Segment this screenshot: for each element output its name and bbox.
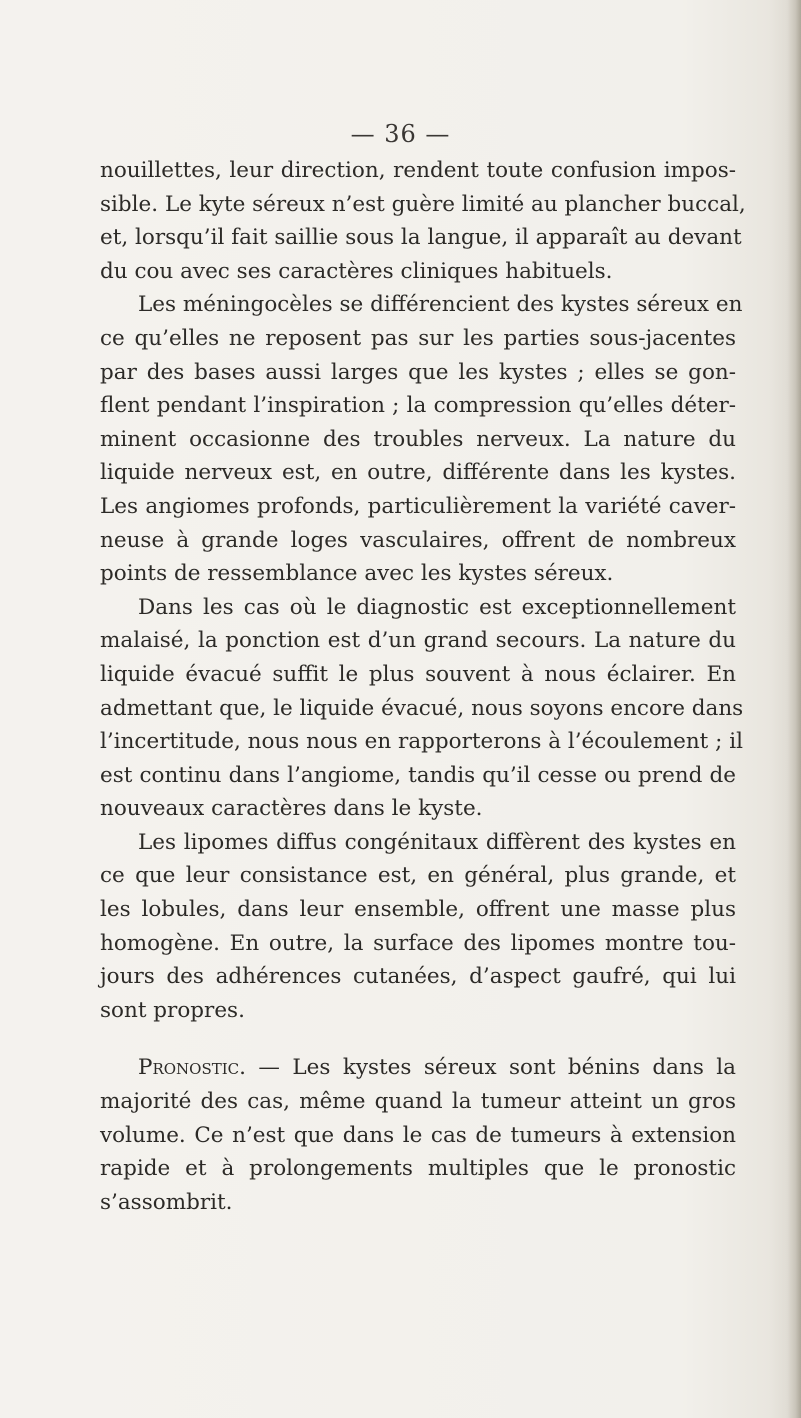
text-line: liquide nerveux est, en outre, différente dans les kystes. [100,460,736,486]
text-line: l’incertitude, nous nous en rapporterons à l’écoulement ; il [100,729,743,755]
section-heading: Pronostic. [138,1055,246,1081]
text-line: homogène. En outre, la surface des lipomes montre tou- [100,930,736,956]
text-line: et, lorsqu’il fait saillie sous la langue, il apparaît au devant [100,225,742,251]
text-line: ce qu’elles ne reposent pas sur les parties sous-jacentes [100,325,736,351]
text-line: sible. Le kyte séreux n’est guère limité au plancher buccal, [100,191,746,217]
paragraph [100,826,736,1028]
paragraph-pronostic [100,1051,736,1219]
text-line: minent occasionne des troubles nerveux. La nature du [100,426,736,452]
text-line: est continu dans l’angiome, tandis qu’il cesse ou prend de [100,762,736,788]
text-line: volume. Ce n’est que dans le cas de tumeurs à extension [100,1122,736,1148]
paragraph [100,591,744,826]
paragraph [100,154,746,288]
text-line: admettant que, le liquide évacué, nous soyons encore dans [100,695,744,721]
text-line: ce que leur consistance est, en général, plus grande, et [100,863,736,889]
text-line: malaisé, la ponction est d’un grand secours. La nature du [100,628,736,654]
text-line: liquide évacué suffit le plus souvent à nous éclairer. En [100,661,736,687]
text-line: nouillettes, leur direction, rendent toute confusion impos- [100,158,736,183]
text-line: s’assombrit. [100,1189,233,1215]
page-number: — 36 — [350,120,451,148]
text-line [100,1051,736,1085]
body-text [100,154,746,1219]
text-line: Les lipomes diffus congénitaux diffèrent des kystes en [138,829,736,855]
text-line: flent pendant l’inspiration ; la compression qu’elles déter- [100,393,736,419]
text-line: neuse à grande loges vasculaires, offrent de nombreux [100,527,736,553]
text-line: Dans les cas où le diagnostic est exceptionnellement [138,594,736,620]
text-line: Les angiomes profonds, particulièrement la variété caver- [100,493,736,519]
text-line: nouveaux caractères dans le kyste. [100,796,483,822]
text-line: majorité des cas, même quand la tumeur atteint un gros [100,1089,736,1115]
paragraph [100,288,743,590]
text-line: par des bases aussi larges que les kystes ; elles se gon- [100,359,736,385]
text-line: rapide et à prolongements multiples que le pronostic [100,1156,736,1182]
text-line-rest: — Les kystes séreux sont bénins dans la [246,1055,736,1081]
text-line: points de ressemblance avec les kystes séreux. [100,561,614,587]
page-edge-shadow [787,0,801,1418]
text-line: jours des adhérences cutanées, d’aspect gaufré, qui lui [100,964,736,990]
section-spacer [100,1027,736,1051]
text-line: sont propres. [100,997,245,1023]
text-line: du cou avec ses caractères cliniques habituels. [100,258,613,284]
text-line: Les méningocèles se différencient des kystes séreux en [138,292,743,318]
text-line: les lobules, dans leur ensemble, offrent une masse plus [100,897,736,923]
